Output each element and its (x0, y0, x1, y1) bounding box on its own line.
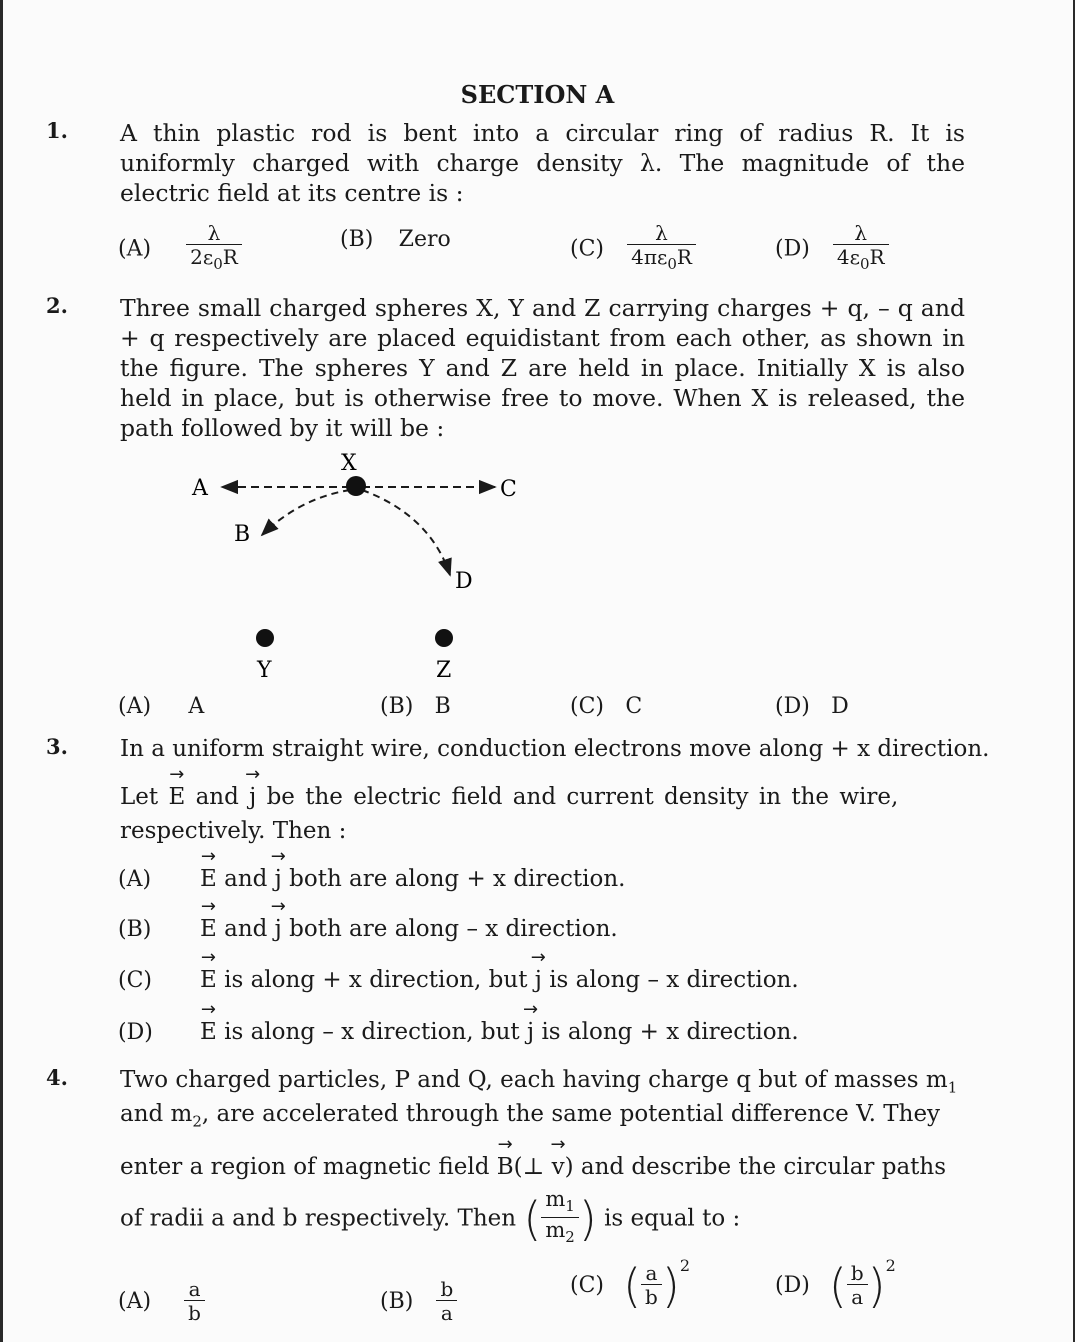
fraction-numerator: λ (854, 221, 868, 245)
fraction-numerator: λ (655, 221, 668, 245)
option-label: (D) (775, 236, 810, 262)
question-2-text: Three small charged spheres X, Y and Z carrying charges + q, – q and + q respectively are placed equidistant from each other, as shown in the figure. The spheres Y and Z are held in place. Initially X is also held in place, but is otherwise free to move. When X is released, the path followed by it will be : (120, 294, 965, 442)
section-title: SECTION A (460, 80, 615, 109)
option-label: (A) (118, 694, 152, 719)
fraction-denominator: $4\pi\varepsilon_0R$ (627, 244, 696, 276)
q1-option-d (775, 222, 889, 276)
q3-line-1: In a uniform straight wire, conduction electrons move along + x direction. (120, 736, 990, 762)
label-x: X (341, 451, 357, 476)
path-to-d (362, 490, 450, 575)
vector-v: → v (552, 1152, 565, 1182)
fraction-denominator: $4\varepsilon_0R$ (833, 244, 889, 276)
q1-option-b-value: Zero (398, 227, 451, 252)
sphere-y (256, 629, 274, 647)
q4-option-a: (A) $\frac{a}{b}$ (118, 1278, 205, 1325)
label-c: C (500, 477, 517, 502)
option-label: (B) (340, 227, 374, 252)
label-d: D (455, 569, 473, 594)
question-1-number: 1. (46, 118, 68, 143)
q4-line-1: Two charged particles, P and Q, each having charge q but of masses $m_1$ (120, 1067, 958, 1097)
vector-j: → j (249, 782, 256, 812)
option-value: C (625, 694, 643, 719)
q3-option-a: (A) → E and → j both are along + x direction. (118, 864, 151, 895)
fraction-numerator: λ (207, 221, 221, 245)
q1-option-b (340, 224, 451, 255)
label-a: A (192, 476, 208, 501)
sphere-x (346, 476, 366, 496)
label-y: Y (257, 658, 272, 683)
q4-option-c: (C) ( $\frac{a}{b}$ )2 (570, 1256, 690, 1313)
q1-option-c (570, 222, 696, 276)
q4-option-b: (B) $\frac{b}{a}$ (380, 1278, 457, 1325)
q4-option-d: (D) ( $\frac{b}{a}$ )2 (775, 1256, 896, 1313)
q2-option-a (118, 691, 204, 722)
q1-option-c-fraction (627, 222, 696, 276)
q1-option-d-fraction (833, 222, 889, 276)
label-b: B (234, 522, 251, 547)
option-value: A (188, 694, 205, 719)
q2-option-c (570, 691, 642, 722)
q4-line-3: enter a region of magnetic field → B(⊥ → v) and describe the circular paths (120, 1152, 946, 1182)
option-value: D (831, 694, 849, 719)
q3-option-b: (B) → E and → j both are along – x direction. (118, 914, 151, 945)
question-2-number: 2. (46, 293, 68, 318)
q2-option-b (380, 691, 451, 722)
q2-figure (0, 440, 620, 690)
option-value: B (434, 694, 451, 719)
vector-e: → E (168, 782, 185, 812)
option-label: (C) (570, 694, 604, 719)
sphere-z (435, 629, 453, 647)
option-label: (B) (380, 694, 414, 719)
path-to-b (262, 490, 350, 535)
q3-line-3: respectively. Then : (120, 818, 347, 844)
q3-line-2: Let → E and → j be the electric field and current density in the wire, (120, 782, 898, 812)
q2-option-d (775, 691, 849, 722)
question-4-number: 4. (46, 1065, 68, 1090)
vector-b: → B (497, 1152, 514, 1182)
q3-option-c: (C) → E is along + x direction, but → j is along – x direction. (118, 965, 152, 996)
q1-option-a-fraction (186, 222, 242, 276)
q4-line-2: and $m_2$, are accelerated through the same potential difference V. They (120, 1101, 941, 1131)
question-3-number: 3. (46, 734, 68, 759)
fraction-denominator: $2\varepsilon_0R$ (186, 244, 242, 276)
q1-option-a (118, 222, 242, 276)
option-label: (C) (570, 236, 604, 262)
q4-line-4: of radii a and b respectively. Then ( $\frac{m_1}{m_2}$ ) is equal to : (120, 1188, 740, 1249)
option-label: (A) (118, 236, 152, 262)
q3-option-d: (D) → E is along – x direction, but → j is along + x direction. (118, 1017, 153, 1048)
mass-ratio-fraction: $\frac{m_1}{m_2}$ (541, 1188, 578, 1249)
option-label: (D) (775, 694, 810, 719)
label-z: Z (436, 658, 452, 683)
question-1-text: A thin plastic rod is bent into a circular ring of radius R. It is uniformly charged with charge density λ. The magnitude of the electric field at its centre is : (120, 119, 965, 207)
